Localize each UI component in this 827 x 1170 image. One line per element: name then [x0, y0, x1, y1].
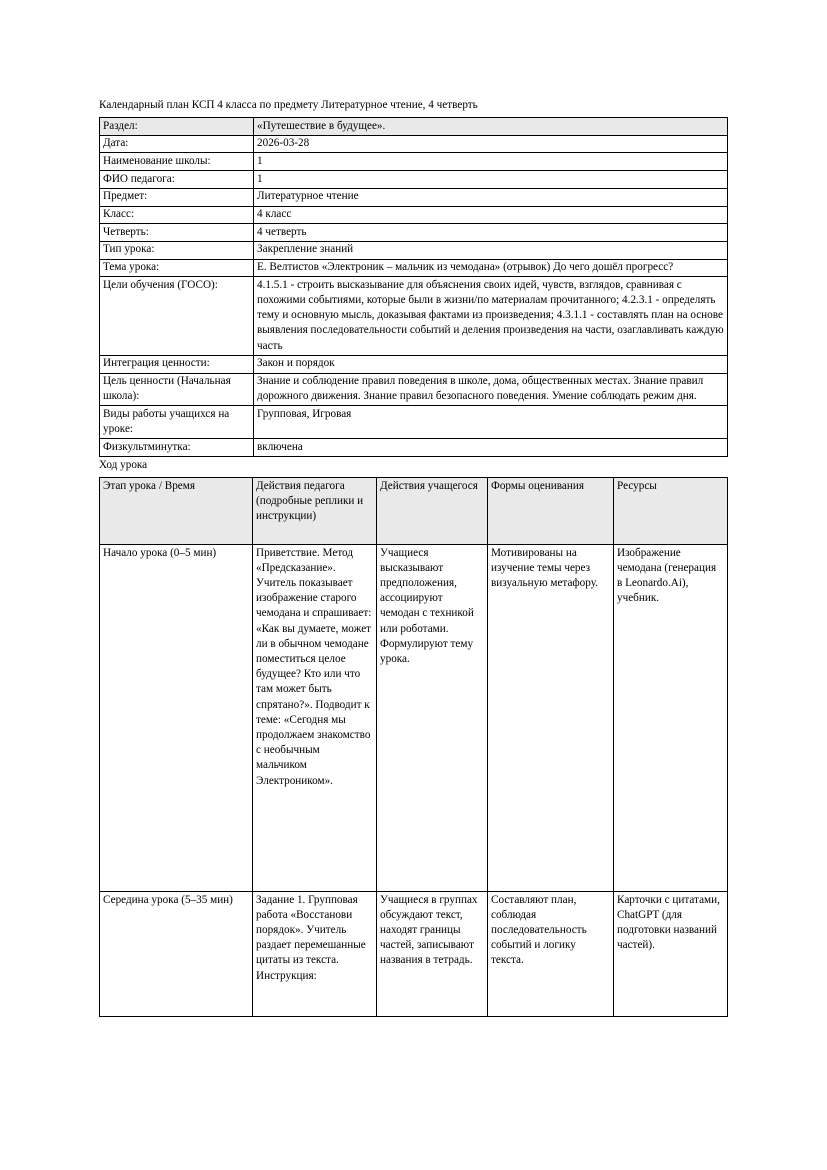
info-value: «Путешествие в будущее». — [254, 118, 728, 136]
lesson-flow-header — [100, 478, 728, 545]
cell-resources: Карточки с цитатами, ChatGPT (для подготовки названий частей). — [614, 892, 728, 1017]
table-row — [100, 224, 728, 242]
cell-student: Учащиеся высказывают предположения, ассоциируют чемодан с техникой или роботами. Формулируют тему урока. — [377, 545, 488, 892]
info-label: Дата: — [100, 135, 254, 153]
info-label: Виды работы учащихся на уроке: — [100, 406, 254, 439]
info-value: 4 класс — [254, 206, 728, 224]
column-header-student: Действия учащегося — [377, 478, 488, 545]
info-label: Предмет: — [100, 188, 254, 206]
table-row — [100, 135, 728, 153]
info-value: 2026-03-28 — [254, 135, 728, 153]
info-value: включена — [254, 439, 728, 457]
table-header-row — [100, 478, 728, 545]
cell-assessment: Мотивированы на изучение темы через визуальную метафору. — [488, 545, 614, 892]
lesson-flow-heading: Ход урока — [99, 459, 148, 472]
info-label: ФИО педагога: — [100, 171, 254, 189]
table-row — [100, 545, 728, 892]
table-row — [100, 439, 728, 457]
info-label: Физкультминутка: — [100, 439, 254, 457]
info-label: Цели обучения (ГОСО): — [100, 277, 254, 356]
table-row — [100, 892, 728, 1017]
lesson-info-table — [99, 117, 728, 457]
cell-assessment: Составляют план, соблюдая последовательность событий и логику текста. — [488, 892, 614, 1017]
cell-teacher: Задание 1. Групповая работа «Восстанови порядок». Учитель раздает перемешанные цитаты из текста. Инструкция: — [253, 892, 377, 1017]
info-value: 4 четверть — [254, 224, 728, 242]
table-row — [100, 118, 728, 136]
info-value: Закрепление знаний — [254, 241, 728, 259]
info-value: 4.1.5.1 - строить высказывание для объяснения своих идей, чувств, взглядов, сравнивая с похожими событиями, которые были в жизни/по материалам прочитанного; 4.2.3.1 - определять тему и основную мысль, доказывая фактами из произведения; 4.3.1.1 - составлять план на основе выявления последовательности событий и деления произведения на части, озаглавливать каждую часть — [254, 277, 728, 356]
info-label: Интеграция ценности: — [100, 355, 254, 373]
info-value: 1 — [254, 171, 728, 189]
info-label: Четверть: — [100, 224, 254, 242]
info-label: Класс: — [100, 206, 254, 224]
table-row — [100, 406, 728, 439]
info-value: Литературное чтение — [254, 188, 728, 206]
info-value: Е. Велтистов «Электроник – мальчик из чемодана» (отрывок) До чего дошёл прогресс? — [254, 259, 728, 277]
column-header-teacher: Действия педагога (подробные реплики и инструкции) — [253, 478, 377, 545]
table-row — [100, 206, 728, 224]
table-row — [100, 241, 728, 259]
lesson-flow-body — [100, 545, 728, 1017]
lesson-info-body — [100, 118, 728, 457]
info-label: Цель ценности (Начальная школа): — [100, 373, 254, 406]
info-value: Знание и соблюдение правил поведения в школе, дома, общественных местах. Знание правил дорожного движения. Знание правил безопасного поведения. Умение соблюдать режим дня. — [254, 373, 728, 406]
cell-stage: Начало урока (0–5 мин) — [100, 545, 253, 892]
column-header-stage: Этап урока / Время — [100, 478, 253, 545]
cell-resources: Изображение чемодана (генерация в Leonardo.Ai), учебник. — [614, 545, 728, 892]
table-row — [100, 259, 728, 277]
info-value: Закон и порядок — [254, 355, 728, 373]
info-label: Тип урока: — [100, 241, 254, 259]
table-row — [100, 171, 728, 189]
table-row — [100, 153, 728, 171]
cell-student: Учащиеся в группах обсуждают текст, находят границы частей, записывают названия в тетрадь. — [377, 892, 488, 1017]
table-row — [100, 355, 728, 373]
lesson-flow-table — [99, 477, 728, 1017]
info-label: Раздел: — [100, 118, 254, 136]
column-header-assessment: Формы оценивания — [488, 478, 614, 545]
table-row — [100, 277, 728, 356]
info-value: 1 — [254, 153, 728, 171]
cell-stage: Середина урока (5–35 мин) — [100, 892, 253, 1017]
table-row — [100, 188, 728, 206]
info-value: Групповая, Игровая — [254, 406, 728, 439]
info-label: Тема урока: — [100, 259, 254, 277]
page-title: Календарный план КСП 4 класса по предмету Литературное чтение, 4 четверть — [99, 99, 478, 111]
column-header-resources: Ресурсы — [614, 478, 728, 545]
cell-teacher: Приветствие. Метод «Предсказание». Учитель показывает изображение старого чемодана и спрашивает: «Как вы думаете, может ли в обычном чемодане поместиться целое будущее? Кто или что там может быть спрятано?». Подводит к теме: «Сегодня мы продолжаем знакомство с необычным мальчиком Электроником». — [253, 545, 377, 892]
table-row — [100, 373, 728, 406]
info-label: Наименование школы: — [100, 153, 254, 171]
